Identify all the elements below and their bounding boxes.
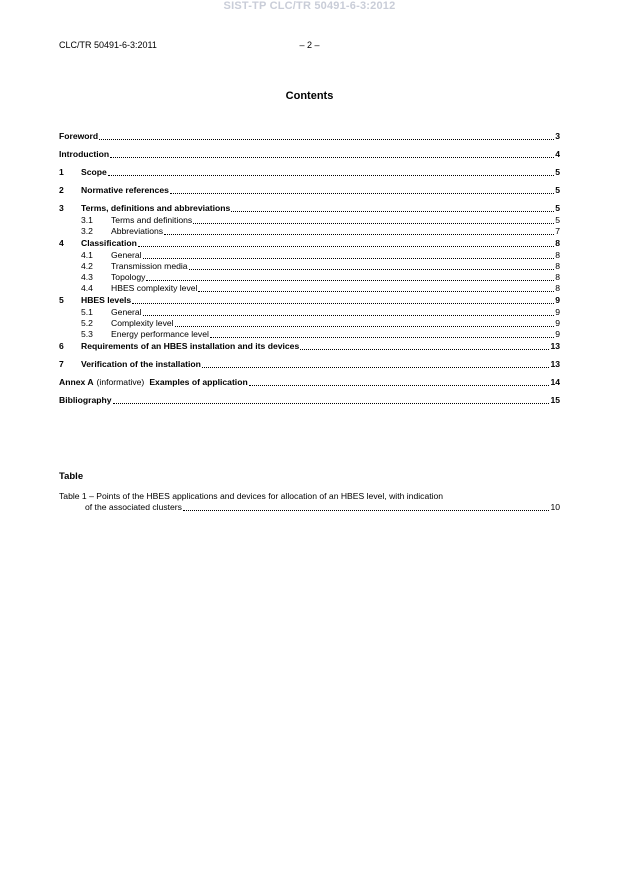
leader-dots xyxy=(210,337,554,338)
toc-entry-number: 4.2 xyxy=(81,261,93,271)
toc-entry-number: 4.3 xyxy=(81,272,93,282)
toc-entry-page: 13 xyxy=(550,359,560,369)
toc-entry-introduction[interactable] xyxy=(59,149,560,160)
toc-entry-page: 4 xyxy=(555,149,560,159)
toc-entry-page: 14 xyxy=(550,377,560,387)
leader-dots xyxy=(175,326,555,327)
toc-entry-title: Terms, definitions and abbreviations xyxy=(81,203,231,213)
toc-entry-title: Introduction xyxy=(59,149,110,159)
toc-entry-complexity-level[interactable] xyxy=(59,318,560,329)
toc-entry-title: Bibliography xyxy=(59,395,112,405)
leader-dots xyxy=(143,258,555,259)
toc-entry-number: 7 xyxy=(59,359,64,369)
toc-entry-title: Abbreviations xyxy=(111,226,164,236)
toc-entry-number: 4 xyxy=(59,238,64,248)
leader-dots xyxy=(146,280,554,281)
toc-entry-title: Complexity level xyxy=(111,318,174,328)
leader-dots xyxy=(249,385,550,386)
toc-entry-terms-definitions[interactable] xyxy=(59,203,560,214)
toc-entry-energy-performance-level[interactable] xyxy=(59,329,560,340)
toc-entry-page: 9 xyxy=(555,307,560,317)
toc-entry-title: Requirements of an HBES installation and its devices xyxy=(81,341,300,351)
toc-entry-hbes-complexity-level[interactable] xyxy=(59,283,560,294)
toc-entry-classification-general[interactable] xyxy=(59,250,560,261)
toc-entry-title: Classification xyxy=(81,238,137,248)
toc-entry-number: 5 xyxy=(59,295,64,305)
toc-entry-page: 3 xyxy=(555,131,560,141)
toc-entry-abbreviations[interactable] xyxy=(59,226,560,237)
toc-entry-verification[interactable] xyxy=(59,359,560,370)
toc-entry-number: 3 xyxy=(59,203,64,213)
table-of-contents xyxy=(59,131,560,406)
toc-entry-foreword[interactable] xyxy=(59,131,560,142)
toc-entry-page: 5 xyxy=(555,215,560,225)
toc-entry-annex-a[interactable] xyxy=(59,377,560,388)
toc-entry-page: 8 xyxy=(555,261,560,271)
toc-entry-page: 5 xyxy=(555,185,560,195)
toc-entry-number: 4.1 xyxy=(81,250,93,260)
toc-entry-page: 8 xyxy=(555,283,560,293)
toc-entry-number: 3.1 xyxy=(81,215,93,225)
toc-entry-page: 7 xyxy=(555,226,560,236)
leader-dots xyxy=(193,223,554,224)
table-entry-caption-line2: of the associated clusters xyxy=(85,502,182,512)
leader-dots xyxy=(132,303,554,304)
leader-dots xyxy=(164,234,554,235)
leader-dots xyxy=(113,403,550,404)
toc-entry-prefix: Annex A xyxy=(59,377,94,387)
toc-entry-title: Foreword xyxy=(59,131,99,141)
leader-dots xyxy=(231,211,554,212)
leader-dots xyxy=(300,349,549,350)
header-doc-id: CLC/TR 50491-6-3:2011 xyxy=(59,40,157,50)
toc-entry-title: Scope xyxy=(81,167,107,177)
leader-dots xyxy=(138,246,554,247)
toc-entry-hbes-levels[interactable] xyxy=(59,295,560,306)
toc-entry-title: Examples of application xyxy=(149,377,248,387)
toc-entry-page: 9 xyxy=(555,295,560,305)
table-list-entry-1[interactable] xyxy=(59,491,560,513)
toc-entry-title: General xyxy=(111,250,142,260)
tables-heading: Table xyxy=(59,471,84,482)
table-entry-page: 10 xyxy=(550,502,560,512)
toc-entry-page: 8 xyxy=(555,238,560,248)
leader-dots xyxy=(183,510,549,511)
toc-entry-title: Energy performance level xyxy=(111,329,209,339)
toc-entry-page: 15 xyxy=(550,395,560,405)
leader-dots xyxy=(202,367,550,368)
toc-entry-number: 5.3 xyxy=(81,329,93,339)
header-page-number: – 2 – xyxy=(299,40,320,50)
toc-entry-page: 8 xyxy=(555,250,560,260)
toc-entry-page: 9 xyxy=(555,329,560,339)
leader-dots xyxy=(189,269,555,270)
toc-entry-page: 5 xyxy=(555,167,560,177)
leader-dots xyxy=(99,139,554,140)
leader-dots xyxy=(170,193,554,194)
toc-entry-page: 13 xyxy=(550,341,560,351)
leader-dots xyxy=(110,157,554,158)
leader-dots xyxy=(143,315,555,316)
toc-entry-bibliography[interactable] xyxy=(59,395,560,406)
leader-dots xyxy=(108,175,554,176)
toc-entry-number: 2 xyxy=(59,185,64,195)
toc-entry-title: Normative references xyxy=(81,185,169,195)
table-entry-caption-line1: Table 1 – Points of the HBES applications and devices for allocation of an HBES level, with indication xyxy=(59,491,444,501)
toc-entry-number: 5.1 xyxy=(81,307,93,317)
toc-entry-scope[interactable] xyxy=(59,167,560,178)
toc-entry-title: HBES levels xyxy=(81,295,132,305)
table-entry-caption-row2 xyxy=(59,502,560,513)
toc-entry-number: 5.2 xyxy=(81,318,93,328)
toc-entry-title: Topology xyxy=(111,272,146,282)
leader-dots xyxy=(198,291,554,292)
watermark: SIST-TP CLC/TR 50491-6-3:2012 xyxy=(223,0,396,12)
toc-entry-title: Terms and definitions xyxy=(111,215,193,225)
toc-entry-transmission-media[interactable] xyxy=(59,261,560,272)
toc-entry-number: 4.4 xyxy=(81,283,93,293)
toc-entry-normative-references[interactable] xyxy=(59,185,560,196)
toc-entry-title: Transmission media xyxy=(111,261,188,271)
toc-entry-number: 6 xyxy=(59,341,64,351)
toc-entry-classification[interactable] xyxy=(59,238,560,249)
toc-entry-page: 5 xyxy=(555,203,560,213)
toc-entry-topology[interactable] xyxy=(59,272,560,283)
toc-entry-terms-and-definitions[interactable] xyxy=(59,215,560,226)
toc-entry-note: (informative) xyxy=(96,377,145,387)
toc-entry-requirements[interactable] xyxy=(59,341,560,352)
contents-title: Contents xyxy=(285,90,334,102)
toc-entry-page: 9 xyxy=(555,318,560,328)
toc-entry-number: 1 xyxy=(59,167,64,177)
toc-entry-page: 8 xyxy=(555,272,560,282)
toc-entry-levels-general[interactable] xyxy=(59,307,560,318)
toc-entry-number: 3.2 xyxy=(81,226,93,236)
toc-entry-title: Verification of the installation xyxy=(81,359,201,369)
toc-entry-title: HBES complexity level xyxy=(111,283,198,293)
toc-entry-title: General xyxy=(111,307,142,317)
